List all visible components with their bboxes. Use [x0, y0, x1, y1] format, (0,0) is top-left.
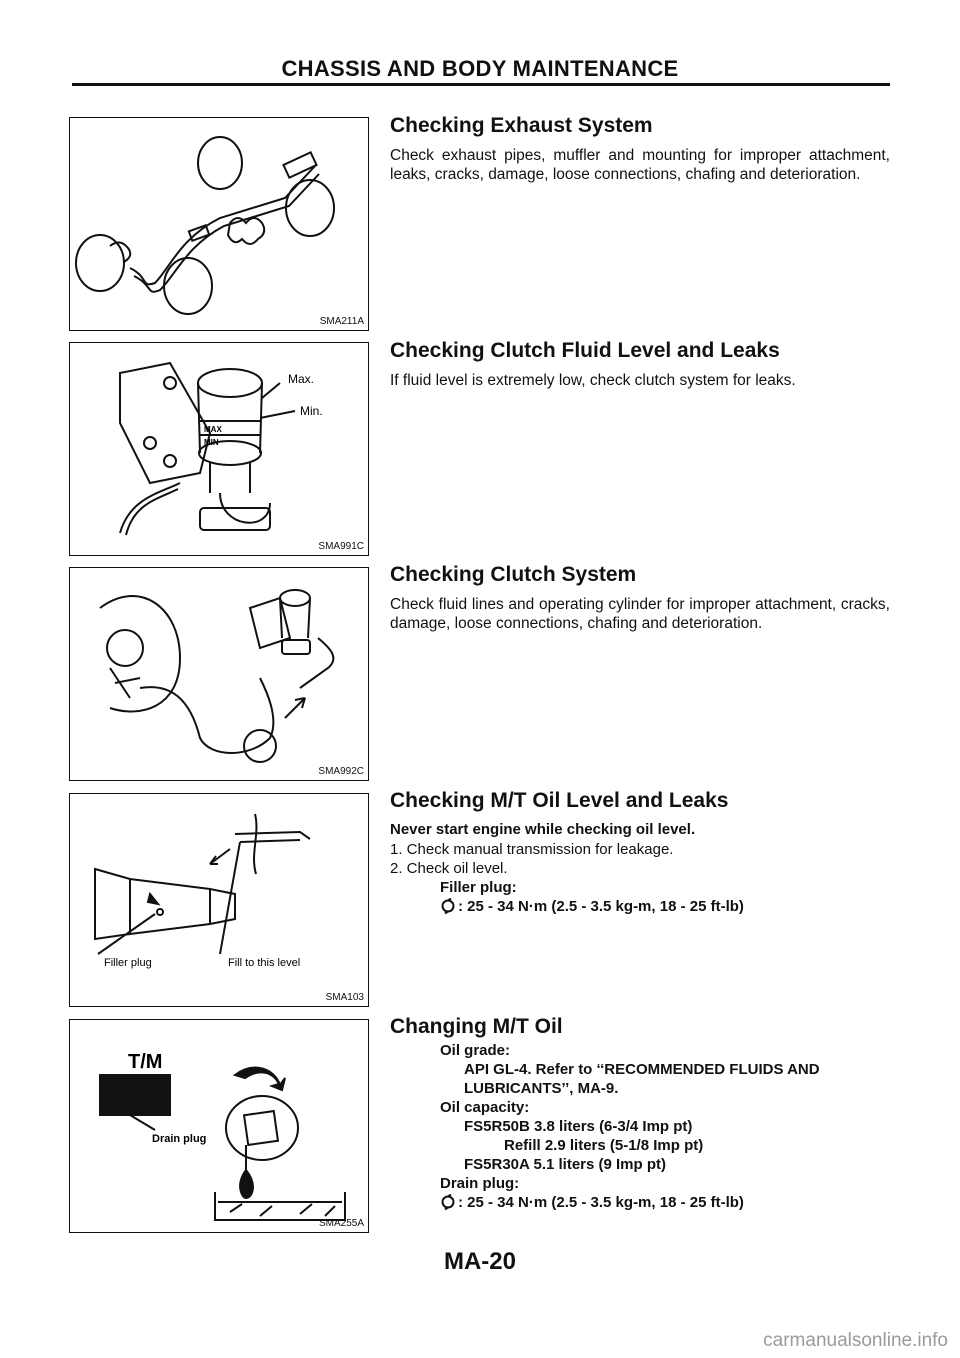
- figure-exhaust-system: [69, 117, 369, 331]
- section-body: If fluid level is extremely low, check clutch system for leaks.: [390, 372, 796, 389]
- figure-clutch-fluid: [69, 342, 369, 556]
- figure-mt-oil-change: [69, 1019, 369, 1233]
- fill-level-label: Fill to this level: [228, 957, 301, 969]
- page-title: CHASSIS AND BODY MAINTENANCE: [281, 56, 679, 81]
- figure-clutch-system: [69, 567, 369, 781]
- figure-code: SMA991C: [318, 541, 364, 552]
- capacity-fs5r30a: FS5R30A 5.1 liters (9 Imp pt): [464, 1156, 667, 1173]
- section-title: Checking Clutch System: [390, 563, 637, 586]
- section-title: Checking Exhaust System: [390, 114, 653, 137]
- spec-value: : 25 - 34 N·m (2.5 - 3.5 kg-m, 18 - 25 ft-lb): [458, 898, 744, 915]
- figure-code: SMA211A: [319, 316, 364, 327]
- min-label: Min.: [300, 404, 323, 418]
- section-mt-oil-level: [390, 789, 890, 919]
- section-exhaust: [390, 114, 890, 184]
- drain-plug-illustration: [70, 1020, 370, 1234]
- tank-max-label: MAX: [204, 425, 222, 434]
- spec-torque-row: [390, 897, 890, 919]
- figure-mt-oil-level: [69, 793, 369, 1007]
- tm-label: T/M: [128, 1051, 163, 1073]
- step-2: 2. Check oil level.: [390, 860, 508, 877]
- transmission-filler-illustration: [70, 794, 370, 1008]
- spec-label: Filler plug:: [440, 879, 517, 896]
- oil-capacity-label: Oil capacity:: [440, 1099, 530, 1116]
- figure-code: SMA103: [325, 992, 364, 1003]
- drain-torque-row: [390, 1193, 890, 1215]
- capacity-refill: Refill 2.9 liters (5-1/8 Imp pt): [504, 1137, 704, 1154]
- section-title: Changing M/T Oil: [390, 1015, 563, 1038]
- warning-text: Never start engine while checking oil level.: [390, 821, 696, 838]
- watermark: carmanualsonline.info: [763, 1330, 948, 1351]
- section-title: Checking M/T Oil Level and Leaks: [390, 789, 729, 812]
- oil-grade-label: Oil grade:: [440, 1042, 511, 1059]
- section-title: Checking Clutch Fluid Level and Leaks: [390, 339, 780, 362]
- section-mt-oil-change: [390, 1015, 890, 1215]
- page-number: MA-20: [443, 1248, 516, 1275]
- drain-plug-label: Drain plug: [152, 1133, 207, 1145]
- torque-wrench-icon: [440, 898, 456, 919]
- figure-code: SMA992C: [318, 766, 364, 777]
- capacity-fs5r50b: FS5R50B 3.8 liters (6-3/4 Imp pt): [464, 1118, 693, 1135]
- tank-min-label: MIN: [204, 438, 219, 447]
- clutch-system-illustration: [70, 568, 370, 782]
- oil-grade-line1: API GL-4. Refer to ‘‘RECOMMENDED FLUIDS AND: [464, 1061, 820, 1078]
- section-body: Check fluid lines and operating cylinder for improper attachment, cracks, damage, loose connections, chafing and deterioration.: [390, 596, 890, 632]
- torque-wrench-icon: [440, 1194, 456, 1215]
- figure-code: SMA255A: [318, 1218, 364, 1229]
- exhaust-system-illustration: [70, 118, 370, 332]
- section-clutch-fluid: [390, 339, 890, 390]
- max-label: Max.: [288, 372, 315, 386]
- drain-plug-spec-label: Drain plug:: [440, 1175, 520, 1192]
- section-clutch-system: [390, 563, 890, 633]
- drain-torque-value: : 25 - 34 N·m (2.5 - 3.5 kg-m, 18 - 25 ft-lb): [458, 1194, 744, 1211]
- step-1: 1. Check manual transmission for leakage.: [390, 841, 674, 858]
- filler-plug-label: Filler plug: [104, 957, 152, 969]
- header-divider: [72, 83, 890, 86]
- clutch-reservoir-illustration: [70, 343, 370, 557]
- section-body: Check exhaust pipes, muffler and mounting for improper attachment, leaks, cracks, damage, loose connections, chafing and deterioration.: [390, 147, 890, 183]
- oil-grade-line2: LUBRICANTS’’, MA-9.: [464, 1080, 619, 1097]
